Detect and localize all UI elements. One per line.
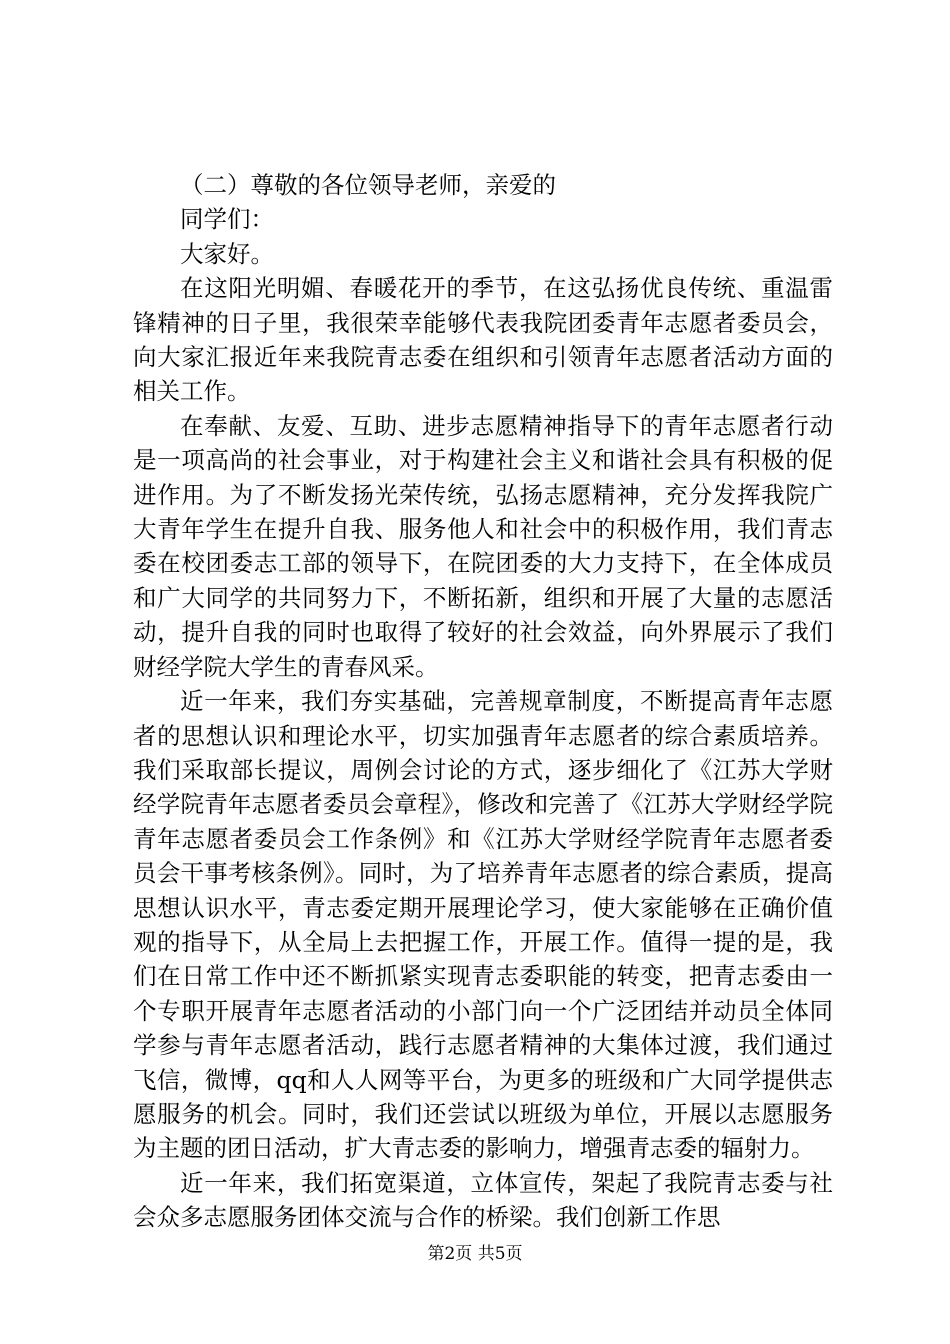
paragraph-greeting: 大家好。	[180, 239, 274, 268]
paragraph-heading: （二）尊敬的各位领导老师，亲爱的	[180, 171, 556, 199]
paragraph-channels: 近一年来，我们拓宽渠道，立体宣传，架起了我院青志委与社会众多志愿服务团体交流与合作的桥梁。我们创新工作思	[133, 1168, 833, 1232]
paragraph-volunteer-spirit: 在奉献、友爱、互助、进步志愿精神指导下的青年志愿者行动是一项高尚的社会事业，对于构建社会主义和谐社会具有积极的促进作用。为了不断发扬光荣传统，弘扬志愿精神，充分发挥我院广大青年学生在提升自我、服务他人和社会中的积极作用，我们青志委在校团委志工部的领导下，在院团委的大力支持下，在全体成员和广大同学的共同努力下，不断拓新，组织和开展了大量的志愿活动，提升自我的同时也取得了较好的社会效益，向外界展示了我们财经学院大学生的青春风采。	[133, 411, 833, 681]
paragraph-introduction: 在这阳光明媚、春暖花开的季节，在这弘扬优良传统、重温雷锋精神的日子里，我很荣幸能够代表我院团委青年志愿者委员会，向大家汇报近年来我院青志委在组织和引领青年志愿者活动方面的相关工作。	[133, 274, 833, 406]
paragraph-salutation: 同学们：	[180, 205, 274, 234]
page-number-footer: 第2页 共5页	[427, 1244, 523, 1264]
paragraph-foundation-work: 近一年来，我们夯实基础，完善规章制度，不断提高青年志愿者的思想认识和理论水平，切实加强青年志愿者的综合素质培养。我们采取部长提议，周例会讨论的方式，逐步细化了《江苏大学财经学院青年志愿者委员会章程》，修改和完善了《江苏大学财经学院青年志愿者委员会工作条例》和《江苏大学财经学院青年志愿者委员会干事考核条例》。同时，为了培养青年志愿者的综合素质，提高思想认识水平，青志委定期开展理论学习，使大家能够在正确价值观的指导下，从全局上去把握工作，开展工作。值得一提的是，我们在日常工作中还不断抓紧实现青志委职能的转变，把青志委由一个专职开展青年志愿者活动的小部门向一个广泛团结并动员全体同学参与青年志愿者活动，践行志愿者精神的大集体过渡，我们通过飞信，微博，qq和人人网等平台，为更多的班级和广大同学提供志愿服务的机会。同时，我们还尝试以班级为单位，开展以志愿服务为主题的团日活动，扩大青志委的影响力，增强青志委的辐射力。	[133, 687, 833, 1163]
document-body	[133, 168, 833, 1235]
